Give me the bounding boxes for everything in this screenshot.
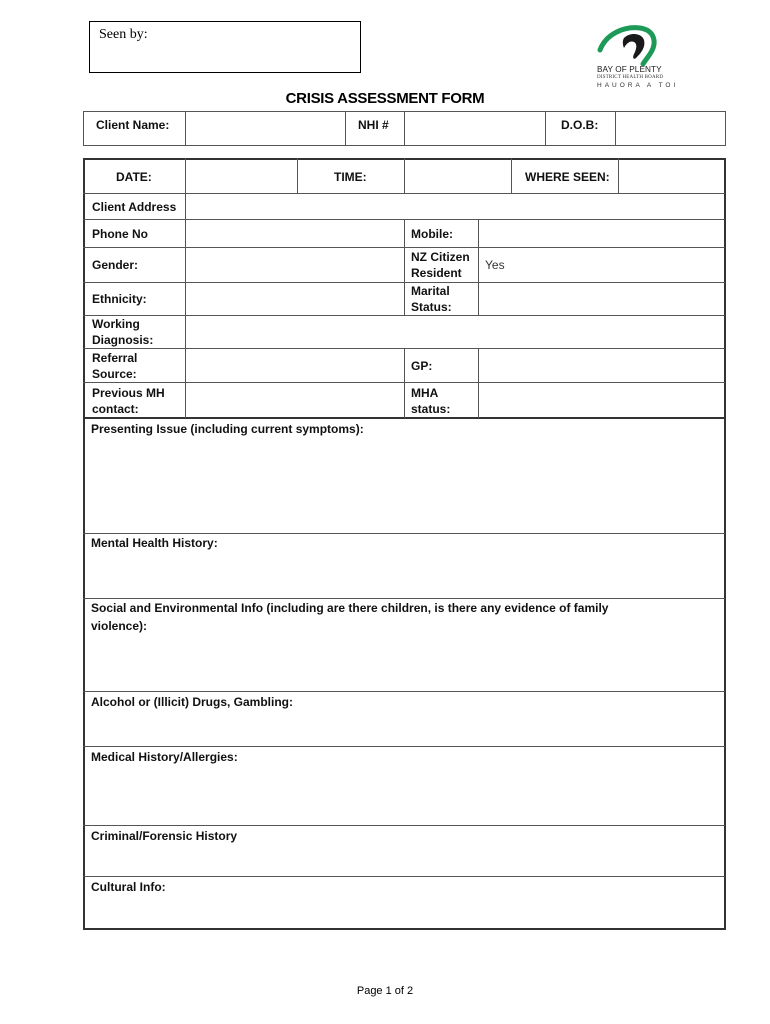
medical-history-label: Medical History/Allergies: [91, 750, 238, 764]
marital-status-label-line1: Marital [411, 284, 450, 298]
time-field[interactable] [405, 160, 511, 193]
client-name-label: Client Name: [96, 118, 170, 132]
nhi-field[interactable] [405, 112, 545, 145]
nz-citizen-label-line2: Resident [411, 266, 462, 280]
alcohol-drugs-field[interactable] [85, 711, 724, 746]
referral-source-label-line2: Source: [92, 367, 137, 381]
social-environmental-field[interactable] [85, 636, 724, 691]
mha-status-label-line2: status: [411, 402, 451, 416]
dob-field[interactable] [616, 112, 725, 145]
logo-line2: DISTRICT HEALTH BOARD [597, 75, 664, 80]
mha-status-label-line1: MHA [411, 386, 439, 400]
date-label: DATE: [116, 170, 152, 184]
medical-history-field[interactable] [85, 766, 724, 825]
client-address-field[interactable] [186, 194, 724, 219]
nhi-label: NHI # [358, 118, 389, 132]
phone-no-label: Phone No [92, 227, 148, 241]
client-address-label: Client Address [92, 200, 177, 214]
gp-field[interactable] [479, 349, 724, 382]
seen-by-box[interactable] [89, 21, 361, 73]
criminal-forensic-field[interactable] [85, 845, 724, 876]
logo-line3: HAUORA A TOI [597, 82, 679, 89]
nz-citizen-label-line1: NZ Citizen [411, 250, 470, 264]
working-diagnosis-label-line2: Diagnosis: [92, 333, 154, 347]
marital-status-label-line2: Status: [411, 300, 452, 314]
ethnicity-field[interactable] [186, 283, 404, 315]
presenting-issue-field[interactable] [85, 438, 724, 533]
social-environmental-label-line2: violence): [91, 619, 148, 633]
working-diagnosis-label-line1: Working [92, 317, 140, 331]
dob-label: D.O.B: [561, 118, 599, 132]
marital-status-field[interactable] [479, 283, 724, 315]
previous-mh-field[interactable] [186, 383, 404, 417]
phone-no-field[interactable] [186, 220, 404, 247]
previous-mh-label-line1: Previous MH [92, 386, 165, 400]
working-diagnosis-field[interactable] [186, 316, 724, 348]
cultural-info-field[interactable] [85, 896, 724, 928]
presenting-issue-label: Presenting Issue (including current symptoms): [91, 422, 364, 436]
form-title [0, 90, 770, 107]
previous-mh-label-line2: contact: [92, 402, 139, 416]
form-title-text: CRISIS ASSESSMENT FORM [285, 90, 485, 107]
date-field[interactable] [186, 160, 297, 193]
client-name-field[interactable] [186, 112, 345, 145]
where-seen-label: WHERE SEEN: [525, 170, 610, 184]
gender-label: Gender: [92, 258, 139, 272]
where-seen-field[interactable] [619, 160, 724, 193]
mental-health-history-label: Mental Health History: [91, 536, 218, 550]
cultural-info-label: Cultural Info: [91, 880, 166, 894]
time-label: TIME: [334, 170, 367, 184]
alcohol-drugs-label: Alcohol or (Illicit) Drugs, Gambling: [91, 695, 294, 709]
seen-by-label: Seen by: [99, 27, 148, 42]
logo-line1: BAY OF PLENTY [597, 65, 662, 74]
mha-status-field[interactable] [479, 383, 724, 417]
ethnicity-label: Ethnicity: [92, 292, 147, 306]
social-environmental-label-line1: Social and Environmental Info (including are there children, is there any evidence of family [91, 601, 609, 615]
criminal-forensic-label: Criminal/Forensic History [91, 829, 238, 843]
mental-health-history-field[interactable] [85, 552, 724, 598]
referral-source-field[interactable] [186, 349, 404, 382]
gender-field[interactable] [186, 248, 404, 282]
nz-citizen-value[interactable]: Yes [485, 258, 505, 272]
page-number: Page 1 of 2 [356, 985, 414, 997]
mobile-field[interactable] [479, 220, 724, 247]
gp-label: GP: [411, 359, 433, 373]
mobile-label: Mobile: [411, 227, 453, 241]
referral-source-label-line1: Referral [92, 351, 138, 365]
